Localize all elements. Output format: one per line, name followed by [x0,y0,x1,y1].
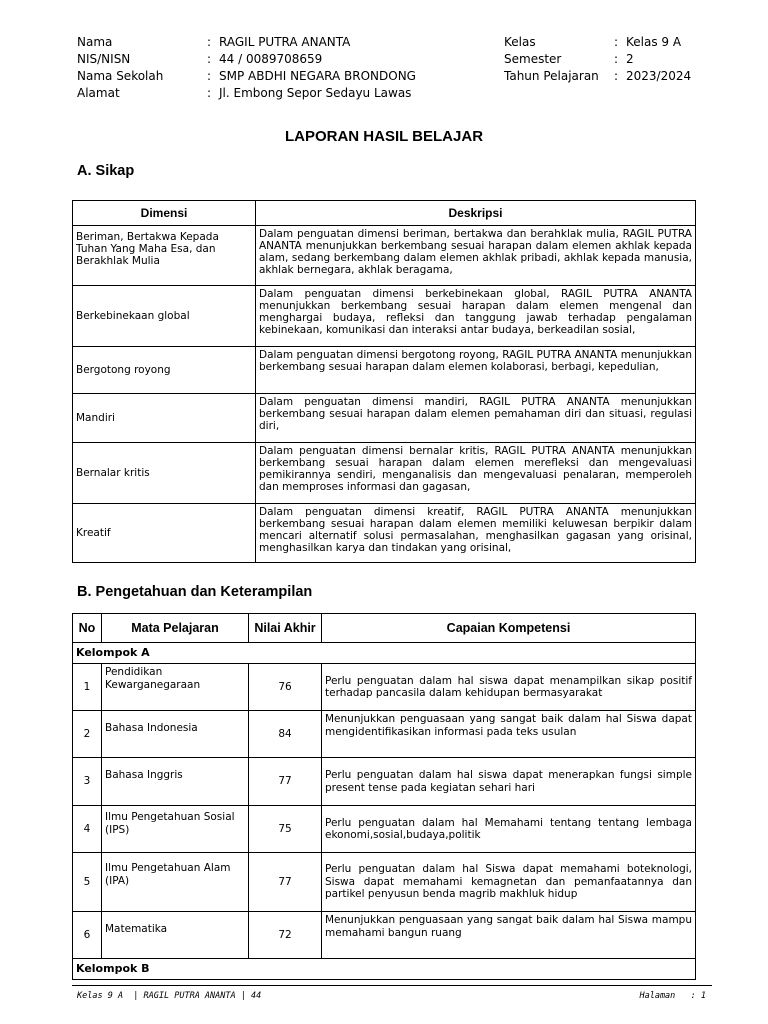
nilai-cell: 77 [249,853,322,912]
column-header-no: No [73,614,102,643]
info-row-alamat [77,85,416,102]
column-header-deskripsi: Deskripsi [256,201,696,226]
info-label: Nama [77,35,113,49]
row-number: 3 [73,758,102,806]
deskripsi-cell: Dalam penguatan dimensi mandiri, RAGIL PUTRA ANANTA menunjukkan berkembang sesuai harapan dalam elemen pemahaman diri dan situasi, regulasi diri, [256,394,696,443]
dimensi-cell: Bergotong royong [73,347,256,394]
info-label: NIS/NISN [77,52,131,66]
section-heading-pengetahuan: B. Pengetahuan dan Keterampilan [77,584,313,600]
mapel-cell: Pendidikan Kewarganegaraan [102,664,249,711]
table-row [73,806,696,853]
info-row-nisn [77,51,416,68]
table-row [73,664,696,711]
table-header-row [73,201,696,226]
capaian-cell: Perlu penguatan dalam hal Siswa dapat memahami boteknologi, Siswa dapat memahami kemagnetan dan pemanfaatannya dan partikel penyusun benda magrib makhluk hidup [322,853,696,912]
deskripsi-cell: Dalam penguatan dimensi bergotong royong, RAGIL PUTRA ANANTA menunjukkan berkembang sesuai harapan dalam elemen kolaborasi, berbagi, kepedulian, [256,347,696,394]
nilai-cell: 76 [249,664,322,711]
table-row [73,347,696,394]
row-number: 6 [73,912,102,959]
column-header-nilai: Nilai Akhir [249,614,322,643]
group-row-a [73,643,696,664]
pengetahuan-table [72,613,696,980]
nilai-cell: 75 [249,806,322,853]
info-colon: : [614,35,619,49]
sikap-table [72,200,696,563]
info-colon: : [207,69,212,83]
info-colon: : [614,69,619,83]
row-number: 4 [73,806,102,853]
dimensi-cell: Bernalar kritis [73,443,256,504]
info-row-nama [77,34,416,51]
column-header-dimensi: Dimensi [73,201,256,226]
dimensi-cell: Beriman, Bertakwa Kepada Tuhan Yang Maha Esa, dan Berakhlak Mulia [73,226,256,286]
student-info-left [77,34,416,102]
capaian-cell: Menunjukkan penguasaan yang sangat baik dalam hal Siswa mampu memahami bangun ruang [322,912,696,959]
info-colon: : [207,86,212,100]
mapel-cell: Ilmu Pengetahuan Alam (IPA) [102,853,249,912]
capaian-cell: Perlu penguatan dalam hal Memahami tentang tentang lembaga ekonomi,sosial,budaya,politik [322,806,696,853]
footer-info: Kelas 9 A | RAGIL PUTRA ANANTA | 44 [77,991,262,1001]
table-row [73,758,696,806]
column-header-capaian: Capaian Kompetensi [322,614,696,643]
row-number: 1 [73,664,102,711]
group-label: Kelompok A [73,643,696,664]
row-number: 5 [73,853,102,912]
table-row [73,394,696,443]
table-header-row [73,614,696,643]
info-value: 44 / 0089708659 [219,52,323,66]
table-row [73,711,696,758]
info-value: 2 [626,52,634,66]
deskripsi-cell: Dalam penguatan dimensi berkebinekaan global, RAGIL PUTRA ANANTA menunjukkan berkembang sesuai harapan dalam elemen mengenal dan menghargai budaya, refleksi dan tanggung jawab terhadap pengalaman kebinekaan, komunikasi dan interaksi antar budaya, berkeadilan sosial, [256,286,696,347]
nilai-cell: 77 [249,758,322,806]
student-info-right [504,34,691,85]
info-row-tahun [504,68,691,85]
info-row-kelas [504,34,691,51]
deskripsi-cell: Dalam penguatan dimensi bernalar kritis, RAGIL PUTRA ANANTA menunjukkan berkembang sesuai harapan dalam elemen merefleksi dan mengevaluasi pemikirannya sendiri, menganalisis dan mengevaluasi penalaran, memperoleh dan memproses informasi dan gagasan, [256,443,696,504]
info-value: Kelas 9 A [626,35,682,49]
mapel-cell: Bahasa Indonesia [102,711,249,758]
info-row-sekolah [77,68,416,85]
info-value: RAGIL PUTRA ANANTA [219,35,351,49]
page-title: LAPORAN HASIL BELAJAR [284,128,484,145]
dimensi-cell: Mandiri [73,394,256,443]
footer-page-number: Halaman : 1 [639,991,706,1001]
nilai-cell: 72 [249,912,322,959]
info-colon: : [207,35,212,49]
nilai-cell: 84 [249,711,322,758]
table-row [73,443,696,504]
mapel-cell: Bahasa Inggris [102,758,249,806]
deskripsi-cell: Dalam penguatan dimensi beriman, bertakwa dan berahklak mulia, RAGIL PUTRA ANANTA menunjukkan berkembang sesuai harapan dalam elemen akhlak kepada alam, sedang berkembang dalam elemen akhlak pribadi, akhlak kepada manusia, akhlak bernegara, akhlak beragama, [256,226,696,286]
info-colon: : [207,52,212,66]
table-row [73,853,696,912]
table-row [73,226,696,286]
info-label: Semester [504,52,562,66]
dimensi-cell: Kreatif [73,504,256,563]
column-header-mapel: Mata Pelajaran [102,614,249,643]
group-label: Kelompok B [73,959,696,980]
group-row-b [73,959,696,980]
section-heading-sikap: A. Sikap [77,163,135,179]
mapel-cell: Matematika [102,912,249,959]
table-row [73,912,696,959]
footer-divider [72,985,712,986]
info-row-semester [504,51,691,68]
row-number: 2 [73,711,102,758]
info-value: Jl. Embong Sepor Sedayu Lawas [219,86,412,100]
dimensi-cell: Berkebinekaan global [73,286,256,347]
deskripsi-cell: Dalam penguatan dimensi kreatif, RAGIL PUTRA ANANTA menunjukkan berkembang sesuai harapan dalam elemen memiliki keluwesan berpikir dalam mencari alternatif solusi permasalahan, menghasilkan gagasan yang orisinal, menghasilkan karya dan tindakan yang orisinal, [256,504,696,563]
info-label: Kelas [504,35,536,49]
info-label: Nama Sekolah [77,69,164,83]
table-row [73,504,696,563]
capaian-cell: Perlu penguatan dalam hal siswa dapat menerapkan fungsi simple present tense pada kegiatan sehari hari [322,758,696,806]
info-colon: : [614,52,619,66]
info-label: Tahun Pelajaran [504,69,599,83]
capaian-cell: Menunjukkan penguasaan yang sangat baik dalam hal Siswa dapat mengidentifikasikan informasi pada teks usulan [322,711,696,758]
info-value: 2023/2024 [626,69,692,83]
info-label: Alamat [77,86,120,100]
info-value: SMP ABDHI NEGARA BRONDONG [219,69,416,83]
mapel-cell: Ilmu Pengetahuan Sosial (IPS) [102,806,249,853]
table-row [73,286,696,347]
capaian-cell: Perlu penguatan dalam hal siswa dapat menampilkan sikap positif terhadap pancasila dalam kehidupan bermasyarakat [322,664,696,711]
